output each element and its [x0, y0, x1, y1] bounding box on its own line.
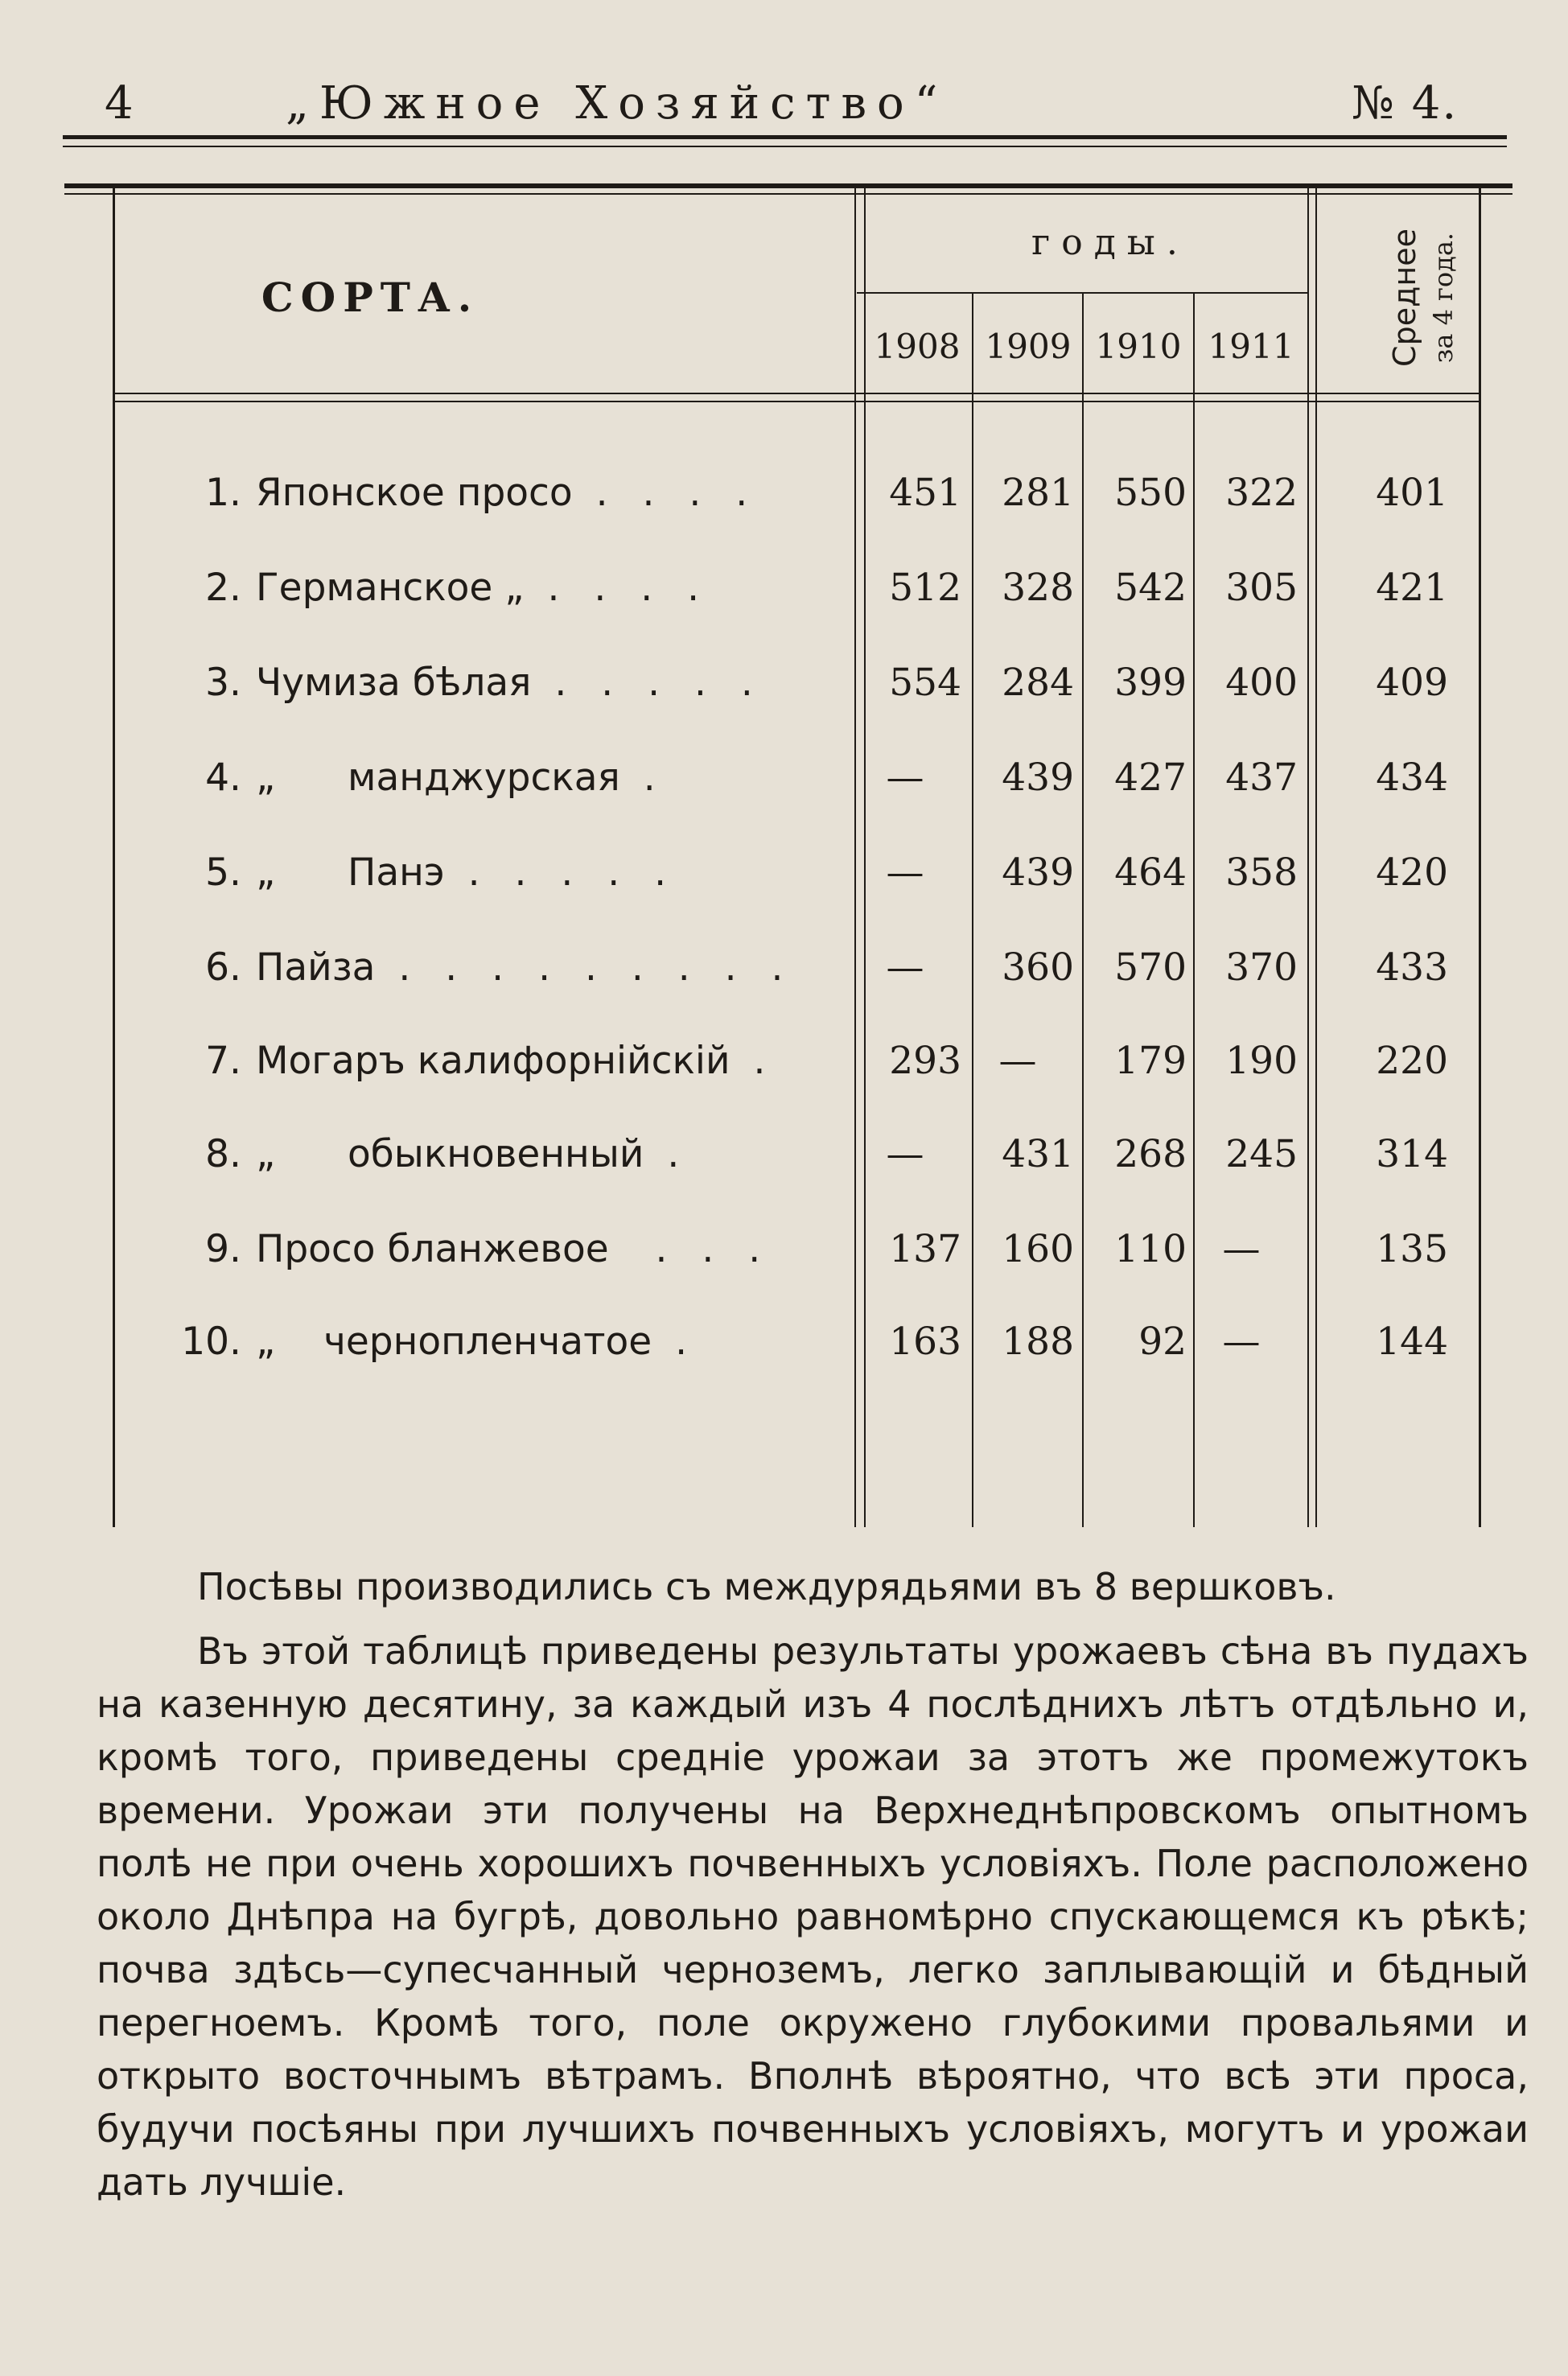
cell-1911: 245 [1225, 1132, 1298, 1176]
sort-header: СОРТА. [261, 274, 479, 321]
cell-average: 433 [1376, 945, 1448, 990]
cell-1910: 570 [1114, 945, 1187, 990]
cell-1910: 110 [1114, 1227, 1187, 1271]
cell-1911: — [1222, 1227, 1261, 1271]
row-number: 10. [181, 1320, 241, 1364]
leader-dots: . [619, 756, 667, 800]
table-row [64, 940, 1512, 996]
cell-1909: 360 [1002, 945, 1074, 990]
cell-average: 401 [1376, 471, 1448, 515]
cell-1911: 190 [1225, 1039, 1298, 1083]
cell-average: 434 [1376, 756, 1448, 800]
cell-1911: 305 [1225, 566, 1298, 610]
leader-dots: . [644, 1132, 691, 1176]
cell-1908: — [886, 756, 924, 800]
cell-1911: 358 [1225, 850, 1298, 895]
leader-dots: . [652, 1320, 699, 1364]
cell-1909: 431 [1002, 1132, 1074, 1176]
cell-1909: 284 [1002, 661, 1074, 705]
cell-1908: — [886, 1132, 924, 1176]
cell-1911: — [1222, 1320, 1261, 1364]
variety-name: „ обыкновенный [256, 1132, 644, 1176]
cell-average: 421 [1376, 566, 1448, 610]
cell-1911: 437 [1225, 756, 1298, 800]
cell-1910: 399 [1114, 661, 1187, 705]
table-row [64, 655, 1512, 711]
cell-1911: 322 [1225, 471, 1298, 515]
row-label [129, 845, 901, 901]
running-head [0, 77, 1568, 142]
average-header-line1: Среднее [1387, 229, 1422, 367]
cell-average: 409 [1376, 661, 1448, 705]
header-bottom-rule-2 [113, 401, 1480, 402]
cell-average: 135 [1376, 1227, 1448, 1271]
cell-1909: 439 [1002, 756, 1074, 800]
header-rule-thin [63, 146, 1507, 147]
leader-dots: . . . . [524, 566, 711, 610]
cell-1909: — [998, 1039, 1037, 1083]
table-top-rule [64, 183, 1512, 188]
row-number: 8. [205, 1132, 241, 1176]
leader-dots: . . . [608, 1227, 772, 1271]
journal-title: „Южное Хозяйство“ [286, 77, 949, 130]
leader-dots: . . . . [572, 471, 759, 515]
header-bottom-rule [113, 393, 1480, 394]
paragraph-sowing: Посѣвы производились съ междурядьями въ 8 вершковъ. [197, 1565, 1336, 1608]
variety-name: Японское просо [256, 471, 573, 515]
cell-average: 314 [1376, 1132, 1448, 1176]
table-top-rule-thin [64, 193, 1512, 195]
table-row [64, 845, 1512, 901]
cell-1908: 512 [889, 566, 961, 610]
yield-table [64, 183, 1512, 1535]
average-header [1344, 201, 1504, 394]
row-label [129, 1314, 901, 1370]
header-rule-thick [63, 135, 1507, 139]
table-row [64, 1314, 1512, 1370]
variety-name: „ Панэ [256, 850, 445, 895]
average-header-line2: за 4 года. [1428, 232, 1459, 364]
leader-dots: . . . . . . . . . [375, 945, 795, 990]
row-label [129, 940, 901, 996]
cell-1908: 554 [889, 661, 961, 705]
cell-1910: 179 [1114, 1039, 1187, 1083]
cell-1909: 160 [1002, 1227, 1074, 1271]
paragraph-results: Въ этой таблицѣ приведены результаты урожаевъ сѣна въ пудахъ на казенную десятину, за каждый изъ 4 послѣднихъ лѣтъ отдѣльно и, кромѣ того, приведены средніе урожаи за этотъ же промежутокъ времени. Урожаи эти получены на Верхнеднѣпровскомъ опытномъ полѣ не при очень хорошихъ почвенныхъ условіяхъ. Поле расположено около Днѣпра на бугрѣ, довольно равномѣрно спускающемся къ рѣкѣ; почва здѣсь—супесчанный черноземъ, легко заплывающій и бѣдный перегноемъ. Кромѣ того, поле окружено глубокими провальями и открыто восточнымъ вѣтрамъ. Вполнѣ вѣроятно, что всѣ эти проса, будучи посѣяны при лучшихъ почвенныхъ условіяхъ, могутъ и урожаи дать лучшіе. [97, 1629, 1529, 2204]
variety-name: Чумиза бѣлая [256, 661, 532, 705]
cell-1909: 328 [1002, 566, 1074, 610]
row-number: 7. [205, 1039, 241, 1083]
row-number: 1. [205, 471, 241, 515]
table-row [64, 1033, 1512, 1089]
row-label [129, 1126, 901, 1183]
cell-1910: 92 [1138, 1320, 1187, 1364]
year-1911-header: 1911 [1208, 327, 1294, 366]
year-1910-header: 1910 [1095, 327, 1182, 366]
table-row [64, 1221, 1512, 1278]
row-label [129, 655, 901, 711]
cell-1910: 542 [1114, 566, 1187, 610]
table-row [64, 750, 1512, 806]
variety-name: Германское „ [256, 566, 525, 610]
row-label [129, 1033, 901, 1089]
row-label [129, 560, 901, 616]
page-number: 4 [105, 77, 134, 130]
cell-average: 144 [1376, 1320, 1448, 1364]
cell-1908: — [886, 945, 924, 990]
cell-1908: — [886, 850, 924, 895]
variety-name: „ чернопленчатое [256, 1320, 652, 1364]
cell-average: 420 [1376, 850, 1448, 895]
cell-1908: 451 [889, 471, 961, 515]
table-row [64, 465, 1512, 521]
row-number: 3. [205, 661, 241, 705]
cell-average: 220 [1376, 1039, 1448, 1083]
leader-dots: . . . . . [531, 661, 764, 705]
cell-1910: 268 [1114, 1132, 1187, 1176]
leader-dots: . . . . . [444, 850, 678, 895]
variety-name: Пайза [256, 945, 376, 990]
variety-name: Просо бланжевое [256, 1227, 609, 1271]
body-text [97, 1565, 1529, 2209]
year-1908-header: 1908 [874, 327, 961, 366]
cell-1908: 163 [889, 1320, 961, 1364]
cell-1911: 370 [1225, 945, 1298, 990]
cell-1910: 550 [1114, 471, 1187, 515]
variety-name: „ манджурская [256, 756, 620, 800]
cell-1910: 464 [1114, 850, 1187, 895]
row-number: 5. [205, 850, 241, 895]
cell-1908: 293 [889, 1039, 961, 1083]
row-number: 2. [205, 566, 241, 610]
cell-1910: 427 [1114, 756, 1187, 800]
issue-number: № 4. [1352, 77, 1459, 130]
year-1909-header: 1909 [985, 327, 1072, 366]
row-label [129, 1221, 901, 1278]
row-label [129, 465, 901, 521]
cell-1909: 281 [1002, 471, 1074, 515]
cell-1909: 188 [1002, 1320, 1074, 1364]
years-header: годы. [1031, 222, 1189, 263]
row-number: 4. [205, 756, 241, 800]
cell-1911: 400 [1225, 661, 1298, 705]
table-row [64, 1126, 1512, 1183]
row-number: 9. [205, 1227, 241, 1271]
cell-1909: 439 [1002, 850, 1074, 895]
row-number: 6. [205, 945, 241, 990]
leader-dots: . [730, 1039, 777, 1083]
variety-name: Могаръ калифорнійскій [256, 1039, 730, 1083]
cell-1908: 137 [889, 1227, 961, 1271]
table-row [64, 560, 1512, 616]
row-label [129, 750, 901, 806]
